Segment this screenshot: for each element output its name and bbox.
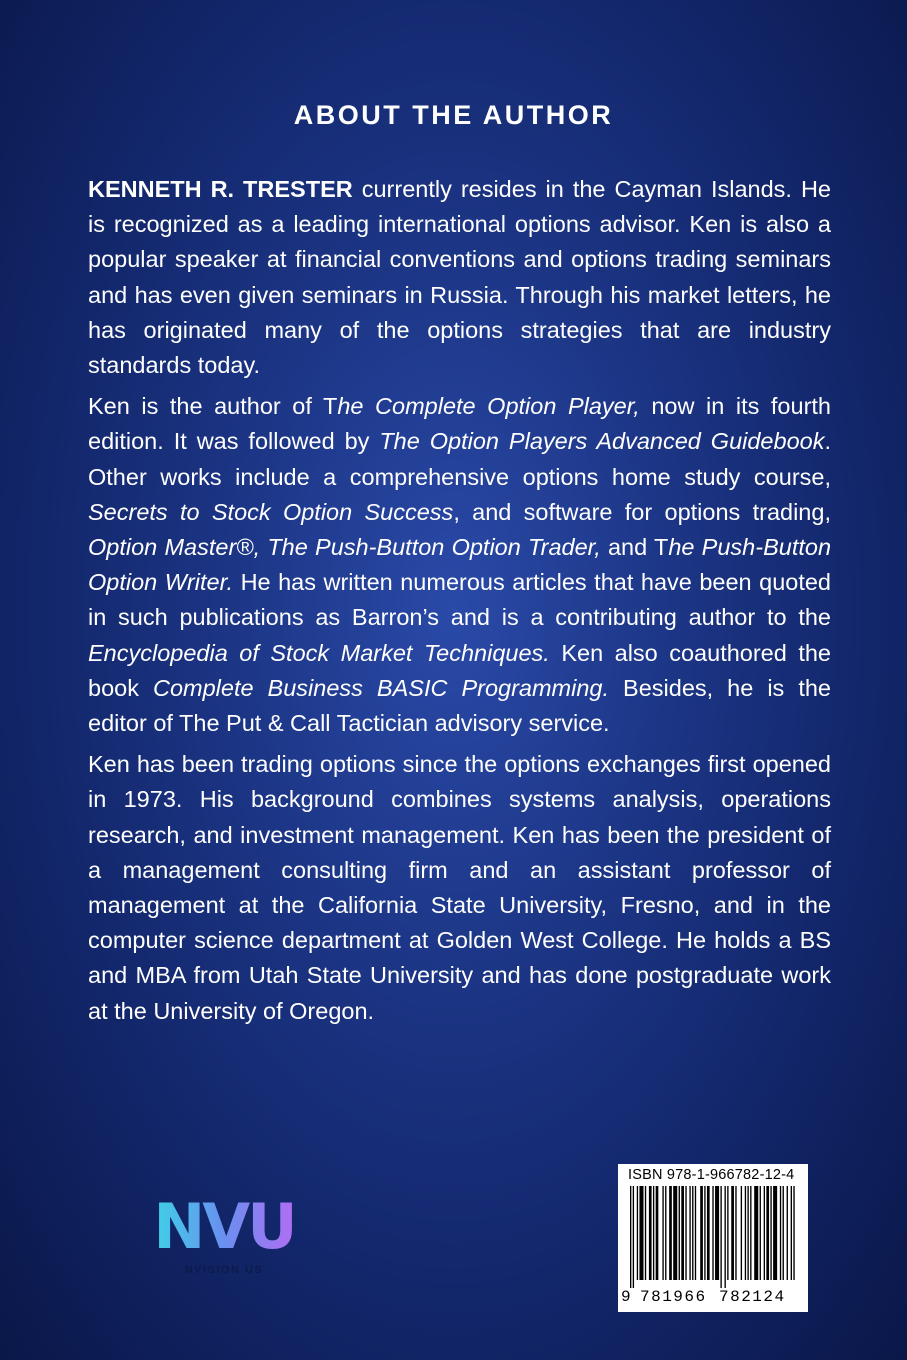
bio-text: He has written numerous articles that have been quoted in such publications as Barron’s and is a contributing author to the <box>88 569 832 631</box>
barcode-bar <box>787 1186 788 1280</box>
book-title: Encyclopedia of Stock Market Techniques. <box>88 639 550 666</box>
barcode-bar <box>662 1186 663 1280</box>
barcode-bar <box>669 1186 672 1280</box>
bio-text: now in its fourth edition. It was followed by <box>88 393 831 455</box>
barcode-bar <box>735 1186 736 1280</box>
barcode-bar <box>653 1186 654 1280</box>
author-name: KENNETH R. TRESTER <box>88 176 353 202</box>
software-title: Option Master®, The Push-Button Option Trader, <box>88 534 601 561</box>
barcode-bar <box>649 1186 652 1280</box>
barcode-bar <box>704 1186 705 1280</box>
page-title: ABOUT THE AUTHOR <box>293 100 614 130</box>
barcode-bar <box>630 1186 631 1288</box>
bio-text: Ken is the author of T <box>88 393 338 420</box>
barcode-bar <box>727 1186 728 1280</box>
barcode-lead-digit: 9 <box>621 1288 631 1306</box>
barcode-bar <box>679 1186 680 1280</box>
bio-text: Ken also coauthored the book <box>88 639 831 701</box>
barcode-bar <box>747 1186 748 1280</box>
barcode-group-2: 782124 <box>719 1288 786 1306</box>
publisher-logo <box>148 1188 300 1284</box>
book-title: Secrets to Stock Option Success <box>88 498 454 525</box>
barcode-bar <box>700 1186 703 1280</box>
bio-text: currently resides in the Cayman Islands. He is recognized as a leading international options advisor. Ken is also a popular speaker at financial conventions and options trading seminars and has even given seminars in Russia. Through his market letters, he has originated many of the options strategies that are industry standards today. <box>88 176 831 379</box>
barcode-bar <box>770 1186 771 1280</box>
barcode-bar <box>725 1186 726 1288</box>
isbn-barcode <box>618 1164 808 1312</box>
barcode-bar <box>633 1186 634 1288</box>
barcode-bar <box>720 1186 721 1288</box>
barcode-bar <box>731 1186 734 1280</box>
barcode-bars <box>628 1186 798 1290</box>
barcode-bar <box>685 1186 686 1280</box>
barcode-bar <box>637 1186 638 1280</box>
barcode-bar <box>760 1186 761 1280</box>
isbn-label: ISBN 978-1-966782-12-4 <box>628 1167 795 1183</box>
barcode-bar <box>673 1186 677 1280</box>
barcode-bar <box>750 1186 751 1280</box>
barcode-bar <box>766 1186 769 1280</box>
barcode-bar <box>656 1186 659 1280</box>
barcode-bar <box>791 1186 792 1280</box>
barcode-bar <box>754 1186 758 1280</box>
barcode-bar <box>689 1186 690 1280</box>
barcode-bar <box>645 1186 646 1280</box>
bio-text: Besides, he is the editor of The Put & Call Tactician advisory service. <box>88 674 831 737</box>
barcode-bar <box>715 1186 719 1280</box>
barcode-group-1: 781966 <box>640 1288 707 1306</box>
barcode-bar <box>780 1186 781 1280</box>
barcode-bar <box>712 1186 713 1280</box>
author-bio <box>88 172 831 1035</box>
barcode-bar <box>741 1186 742 1280</box>
barcode-bar <box>773 1186 777 1280</box>
barcode-bar <box>665 1186 666 1280</box>
barcode-bar <box>783 1186 784 1280</box>
bio-text: . Other works include a comprehensive options home study course, <box>88 428 831 490</box>
barcode-bar <box>707 1186 710 1280</box>
barcode-bar <box>695 1186 696 1280</box>
bio-text: and T <box>600 534 669 561</box>
book-title: Complete Business BASIC Programming. <box>152 674 610 701</box>
barcode-bar <box>793 1186 794 1280</box>
barcode-bar <box>639 1186 643 1280</box>
barcode-bar <box>692 1186 693 1280</box>
barcode-bar <box>681 1186 684 1280</box>
book-title: The Option Players Advanced Guidebook <box>379 428 825 455</box>
logo-name: NVISION US <box>184 1264 264 1276</box>
bio-paragraph-2 <box>88 389 831 741</box>
bio-paragraph-3: Ken has been trading options since the options exchanges first opened in 1973. His background combines systems analysis, operations research, and investment management. Ken has been the president of a management consulting firm and an assistant professor of management at the California State University, Fresno, and in the computer science department at Golden West College. He holds a BS and MBA from Utah State University and has done postgraduate work at the University of Oregon. <box>88 751 831 1024</box>
book-title: he Complete Option Player, <box>337 393 640 420</box>
bio-paragraph-1 <box>88 172 831 383</box>
barcode-bar <box>764 1186 765 1280</box>
bio-text: , and software for options trading, <box>453 498 831 525</box>
logo-mark: NVU <box>148 1192 300 1262</box>
software-title: he Push-Button Option Writer. <box>88 534 832 596</box>
barcode-bar <box>745 1186 746 1280</box>
